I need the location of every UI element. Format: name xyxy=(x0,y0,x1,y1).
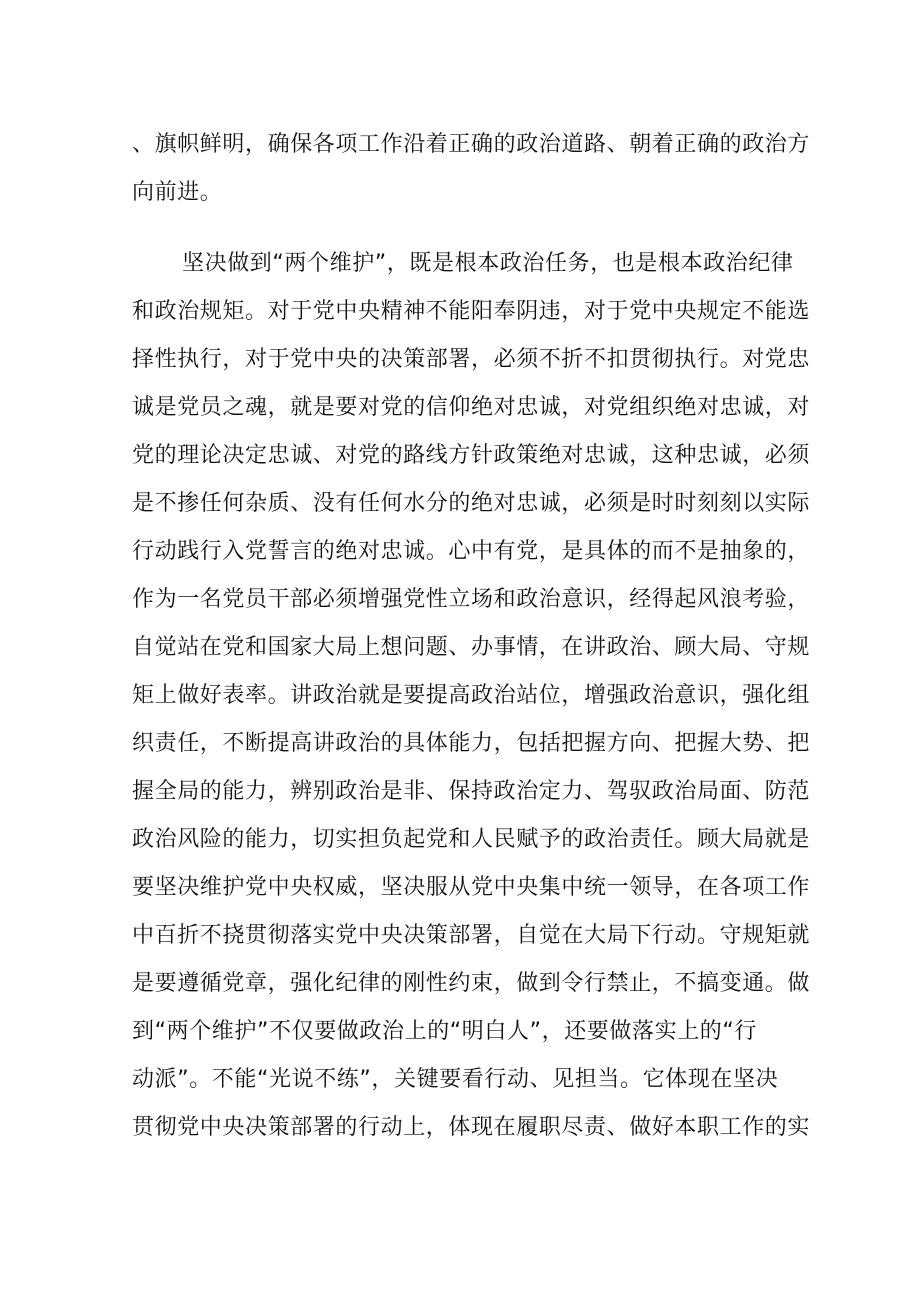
text-line: 政治风险的能力，切实担负起党和人民赋予的政治责任。顾大局就是 xyxy=(132,827,811,852)
text-line: 是要遵循党章，强化纪律的刚性约束，做到令行禁止，不搞变通。做 xyxy=(132,971,811,996)
text-line: 和政治规矩。对于党中央精神不能阳奉阴违，对于党中央规定不能选 xyxy=(132,299,811,324)
text-line: 是不掺任何杂质、没有任何水分的绝对忠诚，必须是时时刻刻以实际 xyxy=(132,491,811,516)
text-line: 作为一名党员干部必须增强党性立场和政治意识，经得起风浪考验， xyxy=(132,587,811,612)
text-line: 自觉站在党和国家大局上想问题、办事情，在讲政治、顾大局、守规 xyxy=(132,635,811,660)
text-line: 动派”。不能“光说不练”，关键要看行动、见担当。它体现在坚决 xyxy=(132,1067,779,1092)
paragraph-first-line: 坚决做到“两个维护”，既是根本政治任务，也是根本政治纪律 xyxy=(182,251,794,276)
text-line: 择性执行，对于党中央的决策部署，必须不折不扣贯彻执行。对党忠 xyxy=(132,347,811,372)
text-line: 行动践行入党誓言的绝对忠诚。心中有党，是具体的而不是抽象的， xyxy=(132,539,811,564)
text-line: 贯彻党中央决策部署的行动上，体现在履职尽责、做好本职工作的实 xyxy=(132,1115,811,1140)
text-line: 、旗帜鲜明，确保各项工作沿着正确的政治道路、朝着正确的政治方 xyxy=(132,132,811,157)
text-line: 中百折不挠贯彻落实党中央决策部署，自觉在大局下行动。守规矩就 xyxy=(132,923,811,948)
text-line: 向前进。 xyxy=(132,180,223,205)
text-line: 诚是党员之魂，就是要对党的信仰绝对忠诚，对党组织绝对忠诚，对 xyxy=(132,395,811,420)
text-line: 党的理论决定忠诚、对党的路线方针政策绝对忠诚，这种忠诚，必须 xyxy=(132,443,811,468)
text-line: 矩上做好表率。讲政治就是要提高政治站位，增强政治意识，强化组 xyxy=(132,683,811,708)
text-line: 握全局的能力，辨别政治是非、保持政治定力、驾驭政治局面、防范 xyxy=(132,779,811,804)
text-line: 到“两个维护”不仅要做政治上的“明白人”，还要做落实上的“行 xyxy=(132,1019,757,1044)
text-line: 要坚决维护党中央权威，坚决服从党中央集中统一领导，在各项工作 xyxy=(132,875,811,900)
text-line: 织责任，不断提高讲政治的具体能力，包括把握方向、把握大势、把 xyxy=(132,731,811,756)
